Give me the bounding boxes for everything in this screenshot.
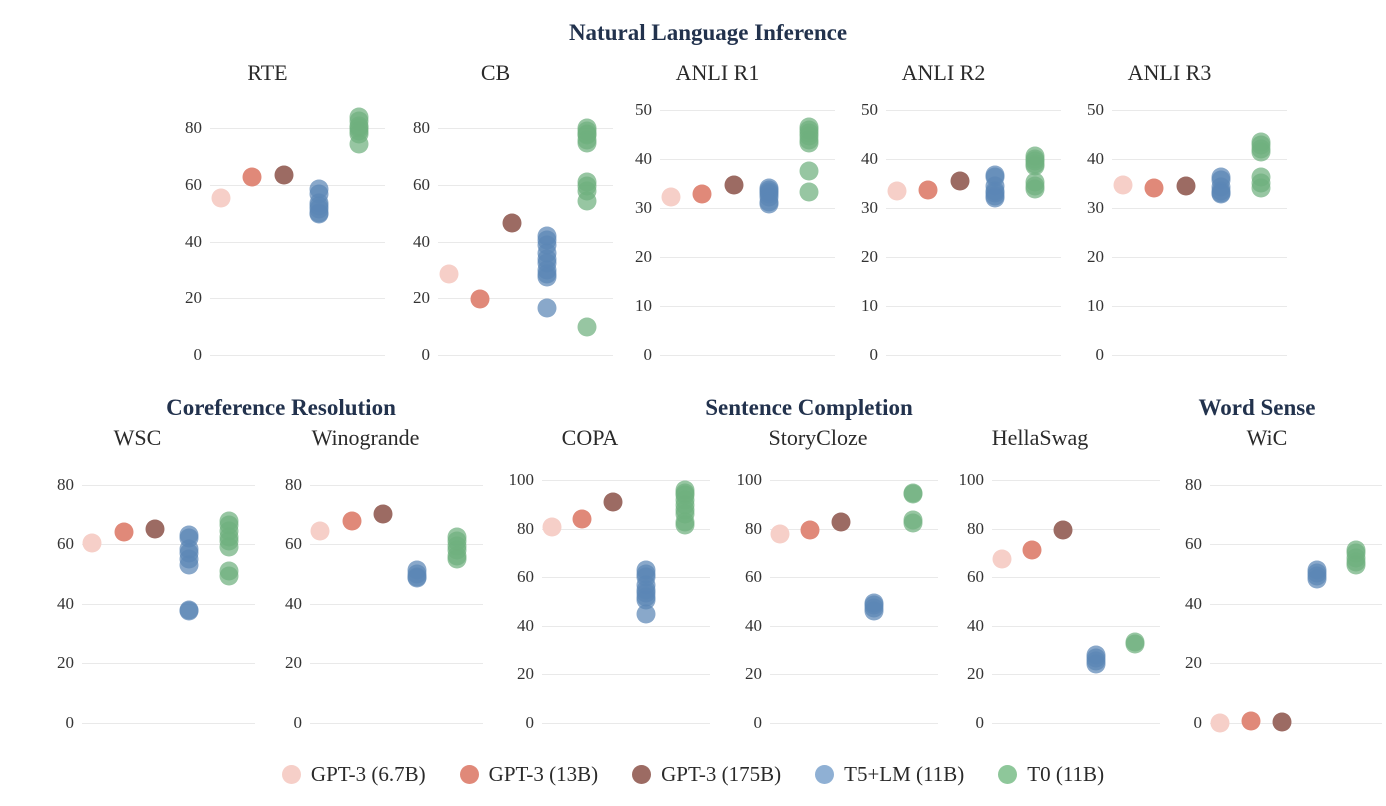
data-point xyxy=(1023,540,1042,559)
data-point xyxy=(373,504,392,523)
y-axis-tick-label: 0 xyxy=(643,345,652,364)
data-point xyxy=(724,176,743,195)
y-axis-tick-label: 80 xyxy=(745,518,762,538)
chart-panel xyxy=(920,425,1160,735)
plot-area xyxy=(958,461,1160,732)
y-axis-tick-label: 40 xyxy=(57,593,74,613)
data-point xyxy=(1307,569,1326,588)
legend-label: GPT-3 (175B) xyxy=(661,762,782,786)
plot-area xyxy=(1185,461,1382,732)
y-axis-tick-label: 60 xyxy=(185,175,202,194)
gridline xyxy=(770,577,938,578)
gridline xyxy=(438,355,613,356)
y-axis-tick-label: 60 xyxy=(967,567,984,587)
y-axis-tick-label: 30 xyxy=(1087,197,1104,217)
y-axis-tick-label: 30 xyxy=(635,197,652,217)
group-title: Sentence Completion xyxy=(705,395,913,420)
panel-title: WiC xyxy=(1246,425,1288,450)
data-point xyxy=(274,166,293,185)
data-point xyxy=(1087,654,1106,673)
y-axis-tick-label: 60 xyxy=(285,534,302,554)
y-axis-tick-label: 20 xyxy=(57,653,74,673)
y-axis-tick-label: 40 xyxy=(635,148,652,168)
data-point xyxy=(180,555,199,574)
y-axis-tick-label: 100 xyxy=(508,470,534,490)
gridline xyxy=(310,485,483,486)
y-axis-tick-label: 20 xyxy=(517,664,534,684)
chart-panel xyxy=(150,60,385,364)
gridline xyxy=(886,355,1061,356)
data-point xyxy=(439,265,458,284)
y-axis-tick-label: 50 xyxy=(635,99,652,119)
data-point xyxy=(771,524,790,543)
y-axis-tick-label: 0 xyxy=(421,345,430,364)
data-point xyxy=(603,493,622,512)
y-axis-tick-label: 0 xyxy=(1095,345,1104,364)
gridline xyxy=(82,723,255,724)
legend-label: T5+LM (11B) xyxy=(844,762,965,786)
y-axis-tick-label: 20 xyxy=(861,246,878,266)
gridline xyxy=(1112,257,1287,258)
data-point xyxy=(950,172,969,191)
gridline xyxy=(770,723,938,724)
data-point xyxy=(448,550,467,569)
y-axis-tick-label: 30 xyxy=(861,197,878,217)
gridline xyxy=(210,185,385,186)
data-point xyxy=(799,183,818,202)
y-axis-tick-label: 80 xyxy=(1185,474,1202,494)
data-point xyxy=(1347,556,1366,575)
data-point xyxy=(985,189,1004,208)
data-point xyxy=(1176,176,1195,195)
y-axis-tick-label: 50 xyxy=(1087,99,1104,119)
data-point xyxy=(145,520,164,539)
data-point xyxy=(573,510,592,529)
y-axis-tick-label: 40 xyxy=(285,593,302,613)
data-point xyxy=(887,181,906,200)
data-point xyxy=(661,188,680,207)
legend-label: T0 (11B) xyxy=(1027,762,1105,786)
data-point xyxy=(1145,179,1164,198)
gridline xyxy=(82,604,255,605)
legend xyxy=(0,762,1386,787)
data-point xyxy=(1211,714,1230,733)
gridline xyxy=(886,208,1061,209)
gridline xyxy=(210,355,385,356)
data-point xyxy=(993,550,1012,569)
data-point xyxy=(537,299,556,318)
data-point xyxy=(831,512,850,531)
data-point xyxy=(211,188,230,207)
legend-item[interactable] xyxy=(460,762,598,787)
y-axis-tick-label: 40 xyxy=(967,615,984,635)
gridline xyxy=(1210,663,1382,664)
gridline xyxy=(886,257,1061,258)
legend-label: GPT-3 (13B) xyxy=(488,762,599,786)
legend-item[interactable] xyxy=(998,762,1104,787)
y-axis-tick-label: 40 xyxy=(1087,148,1104,168)
plot-area xyxy=(185,100,385,364)
gridline xyxy=(992,723,1160,724)
data-point xyxy=(309,204,328,223)
y-axis-tick-label: 0 xyxy=(65,713,74,732)
legend-swatch-icon xyxy=(998,765,1017,784)
data-point xyxy=(1251,142,1270,161)
y-axis-tick-label: 100 xyxy=(958,470,984,490)
data-point xyxy=(799,162,818,181)
plot-area xyxy=(1087,99,1287,364)
y-axis-tick-label: 80 xyxy=(413,118,430,138)
gridline xyxy=(992,577,1160,578)
data-point xyxy=(243,167,262,186)
chart-panel xyxy=(826,60,1061,364)
gridline xyxy=(1112,306,1287,307)
y-axis-tick-label: 80 xyxy=(285,474,302,494)
y-axis-tick-label: 20 xyxy=(1087,246,1104,266)
gridline xyxy=(82,663,255,664)
y-axis-tick-label: 60 xyxy=(1185,534,1202,554)
gridline xyxy=(542,626,710,627)
plot-area xyxy=(736,461,938,732)
chart-panel xyxy=(1052,60,1287,364)
data-point xyxy=(577,318,596,337)
plot-area xyxy=(635,99,835,364)
plot-area xyxy=(413,100,613,364)
y-axis-tick-label: 10 xyxy=(635,295,652,315)
legend-swatch-icon xyxy=(815,765,834,784)
data-point xyxy=(349,134,368,153)
gridline xyxy=(82,485,255,486)
y-axis-tick-label: 0 xyxy=(525,713,534,732)
y-axis-tick-label: 20 xyxy=(745,664,762,684)
y-axis-tick-label: 20 xyxy=(1185,653,1202,673)
plot-area xyxy=(861,99,1061,364)
panel-title: ANLI R3 xyxy=(1127,60,1212,85)
panel-title: HellaSwag xyxy=(991,425,1089,450)
chart-panel xyxy=(378,60,613,364)
data-point xyxy=(675,516,694,535)
gridline xyxy=(770,674,938,675)
gridline xyxy=(660,110,835,111)
y-axis-tick-label: 20 xyxy=(185,288,202,308)
gridline xyxy=(660,257,835,258)
panel-title: WSC xyxy=(113,425,162,450)
y-axis-tick-label: 20 xyxy=(413,288,430,308)
y-axis-tick-label: 50 xyxy=(861,99,878,119)
y-axis-tick-label: 10 xyxy=(861,295,878,315)
gridline xyxy=(992,674,1160,675)
y-axis-tick-label: 80 xyxy=(967,518,984,538)
data-point xyxy=(311,521,330,540)
gridline xyxy=(992,480,1160,481)
panel-title: COPA xyxy=(561,425,619,450)
data-point xyxy=(408,568,427,587)
data-point xyxy=(1211,185,1230,204)
gridline xyxy=(1112,208,1287,209)
data-point xyxy=(114,523,133,542)
group-title: Word Sense xyxy=(1198,395,1316,420)
y-axis-tick-label: 20 xyxy=(285,653,302,673)
data-point xyxy=(537,268,556,287)
y-axis-tick-label: 60 xyxy=(413,175,430,194)
plot-area xyxy=(508,461,710,732)
y-axis-tick-label: 40 xyxy=(413,231,430,251)
gridline xyxy=(886,306,1061,307)
chart-panel xyxy=(698,425,938,735)
y-axis-tick-label: 60 xyxy=(745,567,762,587)
y-axis-tick-label: 0 xyxy=(753,713,762,732)
y-axis-tick-label: 0 xyxy=(1193,713,1202,732)
gridline xyxy=(992,626,1160,627)
chart-panel xyxy=(1148,425,1386,735)
data-point xyxy=(220,538,239,557)
panel-title: CB xyxy=(480,60,511,85)
data-point xyxy=(799,134,818,153)
gridline xyxy=(438,242,613,243)
y-axis-tick-label: 20 xyxy=(967,664,984,684)
legend-item[interactable] xyxy=(815,762,964,787)
data-point xyxy=(637,604,656,623)
y-axis-tick-label: 100 xyxy=(736,470,762,490)
data-point xyxy=(1025,180,1044,199)
data-point xyxy=(220,566,239,585)
legend-swatch-icon xyxy=(282,765,301,784)
y-axis-tick-label: 80 xyxy=(185,118,202,138)
data-point xyxy=(919,181,938,200)
data-point xyxy=(502,214,521,233)
gridline xyxy=(886,110,1061,111)
data-point xyxy=(1251,179,1270,198)
data-point xyxy=(342,511,361,530)
legend-item[interactable] xyxy=(632,762,781,787)
data-point xyxy=(543,517,562,536)
plot-area xyxy=(57,461,255,732)
legend-label: GPT-3 (6.7B) xyxy=(310,762,426,786)
data-point xyxy=(759,194,778,213)
gridline xyxy=(992,529,1160,530)
gridline xyxy=(660,355,835,356)
data-point xyxy=(865,602,884,621)
legend-swatch-icon xyxy=(460,765,479,784)
data-point xyxy=(693,185,712,204)
gridline xyxy=(660,159,835,160)
data-point xyxy=(577,133,596,152)
chart-panel xyxy=(20,425,255,735)
y-axis-tick-label: 60 xyxy=(517,567,534,587)
gridline xyxy=(1112,110,1287,111)
data-point xyxy=(801,521,820,540)
gridline xyxy=(660,306,835,307)
panel-title: ANLI R2 xyxy=(901,60,986,85)
y-axis-tick-label: 20 xyxy=(635,246,652,266)
data-point xyxy=(1125,635,1144,654)
gridline xyxy=(310,663,483,664)
gridline xyxy=(542,577,710,578)
data-point xyxy=(471,290,490,309)
gridline xyxy=(1210,604,1382,605)
panel-title: ANLI R1 xyxy=(675,60,760,85)
group-title: Natural Language Inference xyxy=(568,20,848,45)
gridline xyxy=(542,723,710,724)
y-axis-tick-label: 0 xyxy=(975,713,984,732)
y-axis-tick-label: 10 xyxy=(1087,295,1104,315)
gridline xyxy=(1112,355,1287,356)
gridline xyxy=(210,298,385,299)
y-axis-tick-label: 40 xyxy=(861,148,878,168)
y-axis-tick-label: 40 xyxy=(1185,593,1202,613)
y-axis-tick-label: 40 xyxy=(745,615,762,635)
gridline xyxy=(660,208,835,209)
data-point xyxy=(1242,711,1261,730)
gridline xyxy=(210,242,385,243)
gridline xyxy=(542,674,710,675)
gridline xyxy=(310,604,483,605)
gridline xyxy=(438,298,613,299)
panel-title: RTE xyxy=(247,60,288,85)
y-axis-tick-label: 40 xyxy=(185,231,202,251)
gridline xyxy=(770,480,938,481)
gridline xyxy=(1210,485,1382,486)
panel-title: StoryCloze xyxy=(768,425,868,450)
legend-item[interactable] xyxy=(282,762,426,787)
y-axis-tick-label: 80 xyxy=(517,518,534,538)
gridline xyxy=(770,626,938,627)
y-axis-tick-label: 60 xyxy=(57,534,74,554)
y-axis-tick-label: 40 xyxy=(517,615,534,635)
data-point xyxy=(1273,712,1292,731)
y-axis-tick-label: 0 xyxy=(293,713,302,732)
panel-title: Winogrande xyxy=(311,425,420,450)
data-point xyxy=(180,602,199,621)
data-point xyxy=(577,191,596,210)
data-point xyxy=(83,533,102,552)
y-axis-tick-label: 0 xyxy=(869,345,878,364)
group-title: Coreference Resolution xyxy=(166,395,396,420)
y-axis-tick-label: 80 xyxy=(57,474,74,494)
y-axis-tick-label: 0 xyxy=(193,345,202,364)
gridline xyxy=(310,723,483,724)
chart-panel xyxy=(600,60,835,364)
data-point xyxy=(1113,176,1132,195)
data-point xyxy=(1053,521,1072,540)
chart-panel xyxy=(470,425,710,735)
plot-area xyxy=(285,461,483,732)
gridline xyxy=(1210,723,1382,724)
chart-panel xyxy=(248,425,483,735)
legend-swatch-icon xyxy=(632,765,651,784)
